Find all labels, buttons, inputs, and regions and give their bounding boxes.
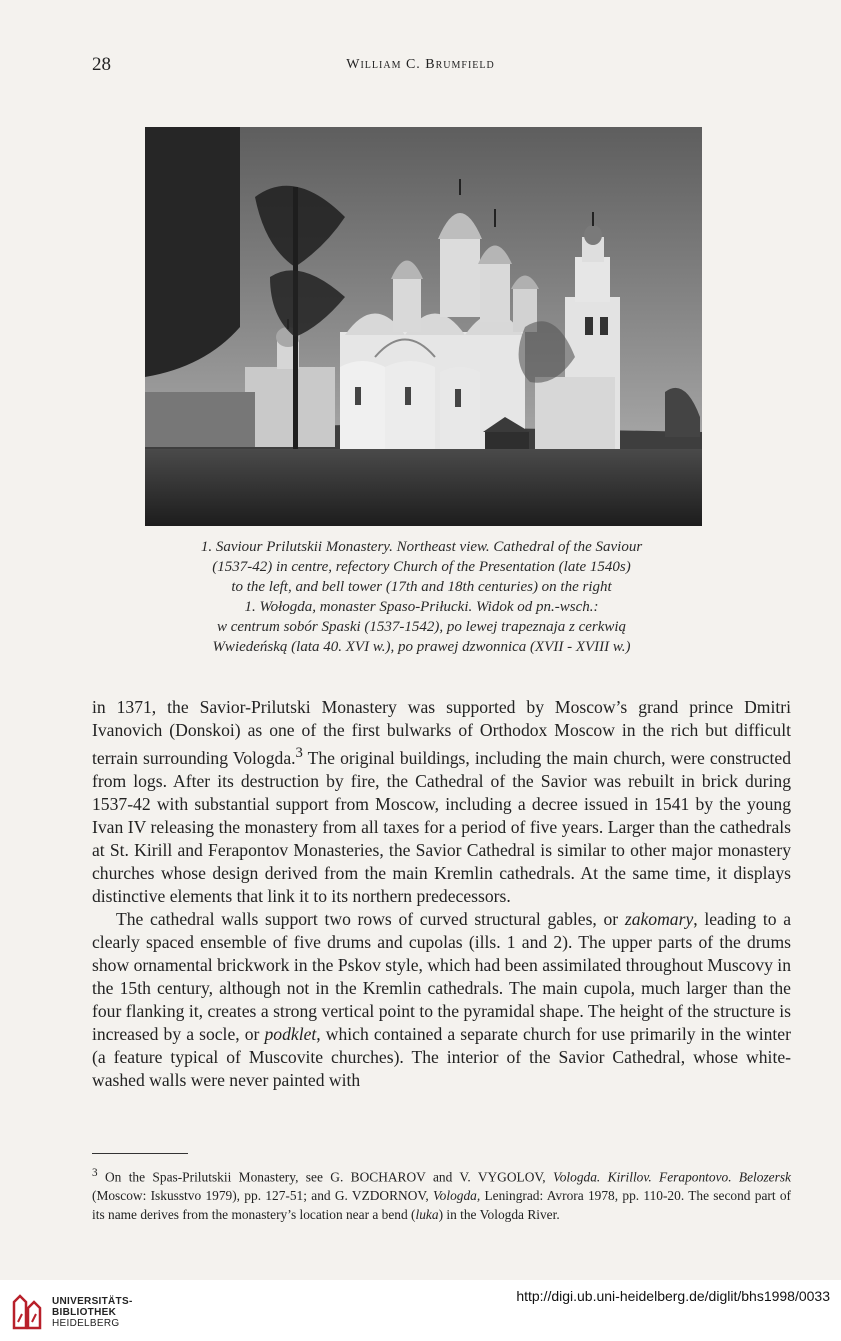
footnote (92, 1164, 791, 1224)
text-run: The cathedral walls support two rows of curved structural gables, or (116, 908, 625, 929)
caption-line: to the left, and bell tower (17th and 18th centuries) on the right (231, 579, 612, 595)
caption-line: w centrum sobór Spaski (1537-1542), po lewej trapeznaja z cerkwią (216, 619, 627, 635)
text-run: On the Spas-Prilutskii Monastery, see G. BOCHAROV and V. VYGOLOV, (97, 1169, 554, 1185)
text-run: (Moscow: Iskusstvo 1979), pp. 127-51; and G. VZDORNOV, (92, 1188, 433, 1204)
caption-line: 1. Wołogda, monaster Spaso-Priłucki. Widok od pn.-wsch.: (244, 599, 599, 615)
book-title: Vologda. Kirillov. Ferapontovo. Belozersk (553, 1169, 791, 1185)
text-run: Leningrad: Avrora 1978, pp. 110-20. The second part of its name derives from the monastery’s location near a bend ( (92, 1188, 792, 1223)
university-logo-icon (10, 1292, 46, 1337)
body-text (92, 696, 791, 1092)
figure-caption (100, 537, 743, 657)
university-logo-text (52, 1296, 133, 1329)
paragraph (92, 696, 791, 908)
term-luka: luka (415, 1207, 439, 1223)
text-run: in 1371, the Savior-Prilutski Monastery was supported by Moscow’s grand prince Dmitri Ivanovich (Donskoi) as one of the first bulwarks of Orthodox Moscow in the rich but difficult terrain surrounding Vologda. (92, 697, 791, 768)
logo-line: UNIVERSITÄTS- (52, 1296, 133, 1307)
page-number: 28 (92, 54, 111, 75)
logo-line: BIBLIOTHEK (52, 1307, 117, 1318)
source-url-link[interactable]: http://digi.ub.uni-heidelberg.de/diglit/bhs1998/0033 (516, 1288, 830, 1304)
book-title: Vologda, (432, 1188, 481, 1204)
caption-line: Wwiedeńską (lata 40. XVI w.), po prawej dzwonnica (XVII - XVIII w.) (212, 639, 631, 655)
text-run: The original buildings, including the main church, were constructed from logs. After its destruction by fire, the Cathedral of the Savior was rebuilt in brick during 1537-42 with substantial support from Moscow, including a decree issued in 1541 by the young Ivan IV releasing the monastery from all taxes for a period of five years. Larger than the cathedrals at St. Kirill and Ferapontov Monasteries, the Savior Cathedral is similar to other major monastery churches whose design derived from the main Kremlin cathedrals. At the same time, it displays distinctive elements that link it to its northern predecessors. (92, 747, 791, 906)
running-head: William C. Brumfield (346, 57, 495, 72)
paragraph (92, 908, 791, 1092)
text-run: , leading to a clearly spaced ensemble of five drums and cupolas (ills. 1 and 2). The upper parts of the drums show ornamental brickwork in the Pskov style, which had been assimilated throughout Muscovy in the 15th century, although not in the Kremlin cathedrals. The main cupola, much larger than the four flanking it, creates a strong vertical point to the pyramidal shape. The height of the structure is increased by a socle, or (92, 908, 791, 1044)
footnote-number: 3 (92, 1167, 98, 1179)
text-run: ) in the Vologda River. (438, 1207, 560, 1223)
caption-line: (1537-42) in centre, refectory Church of the Presentation (late 1540s) (212, 559, 631, 575)
text-run: , which contained a separate church for use primarily in the winter (a feature typical of Muscovite churches). The interior of the Savior Cathedral, whose white-washed walls were never painted with (92, 1023, 791, 1090)
digitization-footer (0, 1280, 841, 1341)
footnote-rule (92, 1153, 188, 1154)
caption-line: 1. Saviour Prilutskii Monastery. Northeast view. Cathedral of the Saviour (200, 539, 643, 555)
footnote-ref: 3 (295, 745, 303, 761)
monastery-photo (145, 127, 702, 526)
term-zakomary: zakomary (624, 908, 694, 929)
term-podklet: podklet (264, 1023, 317, 1044)
logo-line: HEIDELBERG (52, 1318, 120, 1329)
